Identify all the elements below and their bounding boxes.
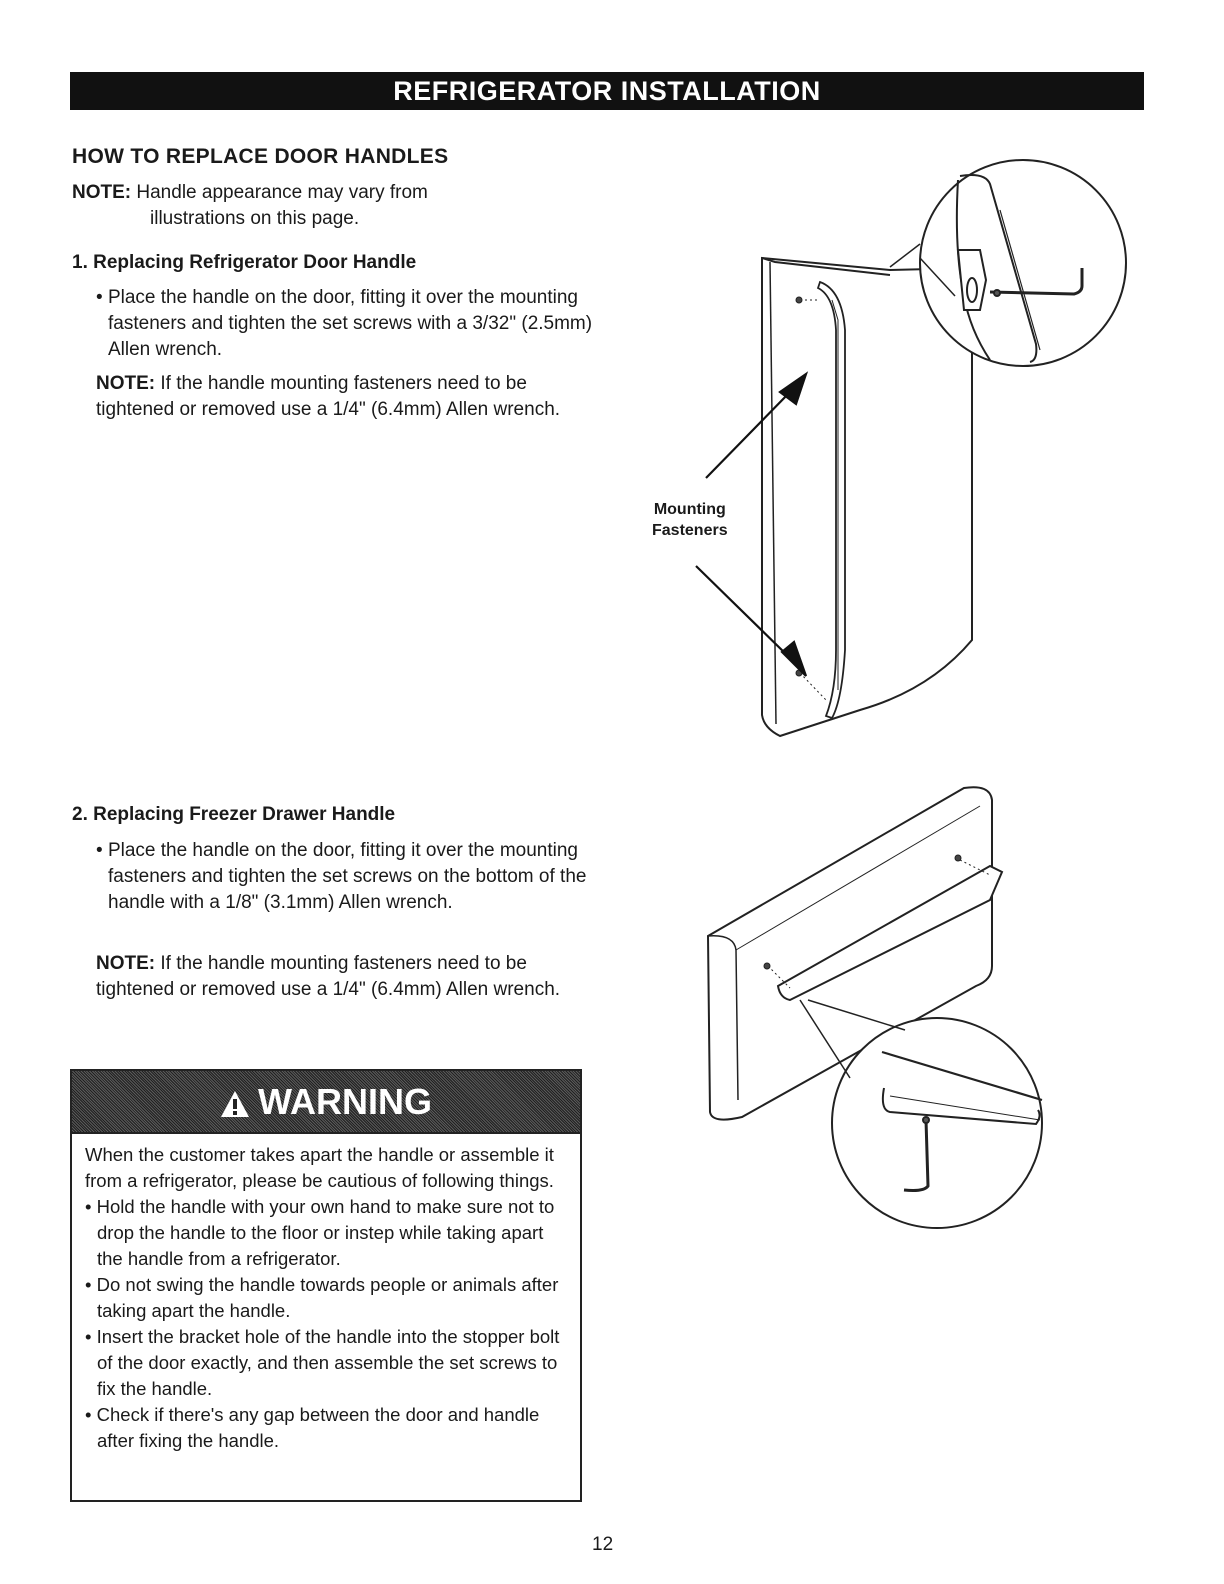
intro-note-line2: illustrations on this page. xyxy=(150,208,360,229)
warning-item-text: Do not swing the handle towards people or animals after taking apart the handle. xyxy=(96,1274,559,1321)
intro-note-line1: Handle appearance may vary from xyxy=(136,182,428,203)
page-number: 12 xyxy=(592,1534,614,1555)
warning-item-text: Hold the handle with your own hand to make sure not to drop the handle to the floor or instep while taking apart the handle from a refrigerator. xyxy=(96,1196,555,1269)
step2-title: 2. Replacing Freezer Drawer Handle xyxy=(72,804,396,825)
step1-bullet-text: Place the handle on the door, fitting it over the mounting fasteners and tighten the set screws with a 3/32" (2.5mm) Allen wrench. xyxy=(107,287,593,360)
warning-item-text: Check if there's any gap between the door and handle after fixing the handle. xyxy=(96,1404,540,1451)
mounting-fasteners-label xyxy=(652,499,728,541)
warning-box xyxy=(70,1069,582,1502)
warning-item: • Do not swing the handle towards people or animals after taking apart the handle. xyxy=(85,1274,559,1321)
warning-item: • Hold the handle with your own hand to make sure not to drop the handle to the floor or instep while taking apart the handle from a refrigerator. xyxy=(85,1196,555,1269)
warning-title: WARNING xyxy=(258,1081,432,1122)
step2-note-text: If the handle mounting fasteners need to be tightened or removed use a 1/4" (6.4mm) Allen wrench. xyxy=(96,953,561,1000)
warning-item-text: Insert the bracket hole of the handle into the stopper bolt of the door exactly, and then assemble the set screws to fix the handle. xyxy=(96,1326,560,1399)
step1-note-text: If the handle mounting fasteners need to be tightened or removed use a 1/4" (6.4mm) Allen wrench. xyxy=(96,373,561,420)
mounting-fasteners-label-line1: Mounting xyxy=(653,501,726,518)
warning-triangle-icon xyxy=(220,1075,250,1136)
page-banner: REFRIGERATOR INSTALLATION xyxy=(70,72,1144,110)
warning-item: • Insert the bracket hole of the handle into the stopper bolt of the door exactly, and then assemble the set screws to fix the handle. xyxy=(85,1326,560,1399)
step1-bullet: • Place the handle on the door, fitting it over the mounting fasteners and tighten the set screws with a 3/32" (2.5mm) Allen wrench. xyxy=(96,287,593,360)
warning-body xyxy=(72,1134,580,1454)
warning-item: • Check if there's any gap between the door and handle after fixing the handle. xyxy=(85,1404,540,1451)
mounting-fasteners-label-line2: Fasteners xyxy=(652,522,728,539)
note-label: NOTE: xyxy=(96,953,156,974)
warning-intro: When the customer takes apart the handle or assemble it from a refrigerator, please be cautious of following things. xyxy=(85,1144,554,1191)
note-label: NOTE: xyxy=(72,182,132,203)
step2-bullet-text: Place the handle on the door, fitting it over the mounting fasteners and tighten the set screws on the bottom of the handle with a 1/8" (3.1mm) Allen wrench. xyxy=(107,840,587,913)
note-label: NOTE: xyxy=(96,373,156,394)
step2-bullet: • Place the handle on the door, fitting it over the mounting fasteners and tighten the set screws on the bottom of the handle with a 1/8" (3.1mm) Allen wrench. xyxy=(96,840,587,913)
section-title: HOW TO REPLACE DOOR HANDLES xyxy=(72,145,449,168)
warning-header xyxy=(72,1071,580,1134)
step1-title: 1. Replacing Refrigerator Door Handle xyxy=(72,252,417,273)
